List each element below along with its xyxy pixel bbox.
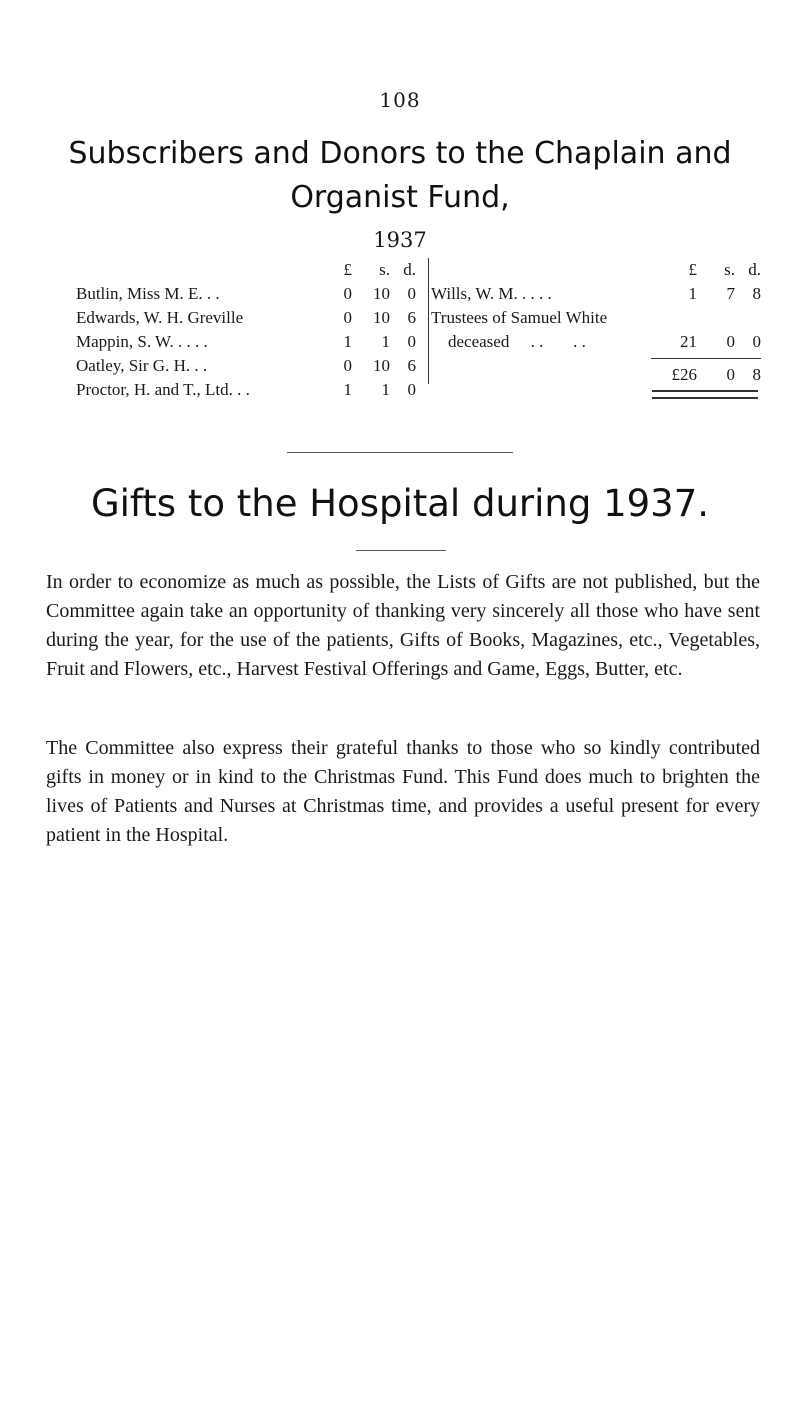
pounds-value xyxy=(671,306,697,330)
subtotal-rule xyxy=(651,358,761,359)
pence-header: d. xyxy=(403,260,416,279)
shillings-header: s. xyxy=(724,260,735,279)
subscriber-name: deceased . . . . xyxy=(431,332,586,351)
shillings-value xyxy=(697,306,735,330)
ledger-row xyxy=(76,330,416,354)
section-year: 1937 xyxy=(373,228,427,252)
shillings-value: 1 xyxy=(381,332,390,351)
gifts-title: Gifts to the Hospital during 1937. xyxy=(90,482,710,525)
section-divider xyxy=(287,452,513,453)
subscriber-name: Proctor, H. and T., Ltd. . . xyxy=(76,380,250,399)
shillings-value: 0 xyxy=(726,332,735,351)
ledger-row xyxy=(76,306,416,330)
total-row xyxy=(431,363,761,387)
pounds-value: 1 xyxy=(688,284,697,303)
ledger-row xyxy=(76,378,416,402)
section-heading-line-1: Subscribers and Donors to the Chaplain and xyxy=(68,136,732,171)
pence-value: 0 xyxy=(407,284,416,303)
shillings-header: s. xyxy=(379,260,390,279)
gifts-paragraph-2: The Committee also express their grateful thanks to those who so kindly contributed gifts in money or in kind to the Christmas Fund. This Fund does much to brighten the lives of Patients and Nurses at Christmas time, and provides a useful present for every patient in the Hospital. xyxy=(46,737,760,846)
subscriber-name: Trustees of Samuel White xyxy=(431,308,608,327)
subscriber-name: Butlin, Miss M. E. . . xyxy=(76,284,220,303)
shillings-value: 1 xyxy=(381,380,390,399)
ledger-row xyxy=(431,306,761,330)
total-pounds: £26 xyxy=(671,365,697,384)
pounds-value: 1 xyxy=(343,332,352,351)
pounds-value: 0 xyxy=(343,356,352,375)
subscriber-name: Mappin, S. W. . . . . xyxy=(76,332,208,351)
pence-value: 8 xyxy=(752,284,761,303)
shillings-value: 7 xyxy=(726,284,735,303)
ledger-row xyxy=(76,354,416,378)
shillings-value: 10 xyxy=(373,356,390,375)
pounds-value: 21 xyxy=(680,332,697,351)
total-double-rule xyxy=(652,390,758,399)
pence-value: 0 xyxy=(407,380,416,399)
subscribers-ledger-left xyxy=(76,258,416,402)
subscribers-ledger-right xyxy=(428,258,761,384)
total-pence: 8 xyxy=(752,365,761,384)
shillings-value: 10 xyxy=(373,308,390,327)
ledger-row xyxy=(431,330,761,354)
total-shillings: 0 xyxy=(726,365,735,384)
page-number: 108 xyxy=(379,88,421,112)
subscriber-name: Wills, W. M. . . . . xyxy=(431,284,552,303)
ledger-row xyxy=(431,282,761,306)
pence-value: 6 xyxy=(407,356,416,375)
currency-header-row xyxy=(431,258,761,282)
pence-value: 0 xyxy=(752,332,761,351)
shillings-value: 10 xyxy=(373,284,390,303)
section-heading-line-2: Organist Fund, xyxy=(290,180,510,215)
pence-value: 6 xyxy=(407,308,416,327)
subscriber-name: Oatley, Sir G. H. . . xyxy=(76,356,208,375)
pence-value: 0 xyxy=(407,332,416,351)
pounds-value: 0 xyxy=(343,308,352,327)
pounds-value: 0 xyxy=(343,284,352,303)
gifts-paragraph-1: In order to economize as much as possible, the Lists of Gifts are not published, but the Committee again take an opportunity of thanking very sincerely all those who have sent during the year, for the use of the patients, Gifts of Books, Magazines, etc., Vegetables, Fruit and Flowers, etc., Harvest Festival Offerings and Game, Eggs, Butter, etc. xyxy=(46,571,760,680)
currency-header-row xyxy=(76,258,416,282)
pounds-header: £ xyxy=(343,260,352,279)
pounds-value: 1 xyxy=(343,380,352,399)
pounds-header: £ xyxy=(688,260,697,279)
title-underline xyxy=(356,550,446,551)
pence-header: d. xyxy=(748,260,761,279)
subscriber-name: Edwards, W. H. Greville xyxy=(76,308,244,327)
pence-value xyxy=(735,306,761,330)
ledger-row xyxy=(76,282,416,306)
